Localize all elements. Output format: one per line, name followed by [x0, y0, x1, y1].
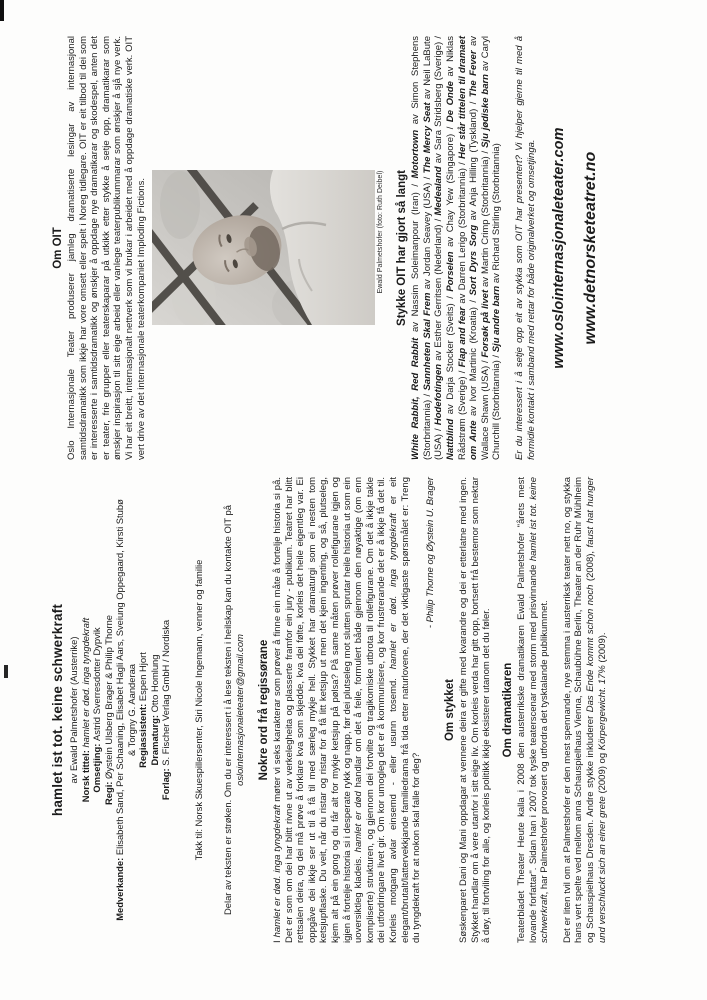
- text-line: Omsetjing: Astrid Sverresdotter Dypvik: [91, 627, 102, 793]
- credits-list: [80, 477, 172, 943]
- text-line: Regiassistent: Espen Hjort: [137, 652, 148, 768]
- thanks-line: Takk til: Norsk Skuespillersenter, Siri Nicole Ingemann, venner og familie: [192, 559, 204, 861]
- play-title: hamlet ist tot. keine schwerkraft: [50, 603, 65, 817]
- about-play-paragraph: Søskenparet Dani og Mani oppdagar at vennene deira er gifte med kvarandre og dei er etterlatne med ingen. Stykket handlar om å vere utanfor i sitt eige liv. Om korleis verda har gitt opp, bortsett frå bestemor som nektar å døy, til fortviling for alle, og korleis politikk ikkje eksisterer utanom det du føler.: [458, 477, 493, 943]
- heading-about-playwright: Om dramatikaren: [502, 662, 514, 758]
- byline: av Ewald Palmetshofer (Austerrike): [68, 636, 79, 784]
- text-line: Delar av teksten er strøken. Om du er interessert i å lese teksten i heilskap kan du kontakte OIT på: [222, 505, 233, 915]
- scan-artifact: [4, 665, 8, 678]
- heading-productions: Stykke OIT har gjort så langt: [396, 170, 409, 326]
- text-line: Medverkande: Elisabeth Sand, Per Schaaning, Elisabet Hagli Aars, Sveiung Oppegaard, Kirsti Stubø: [114, 499, 125, 921]
- photo-caption: Ewald Palmetshofer (foto: Ruth Deibel): [377, 170, 385, 294]
- omitted-text-note: [222, 477, 245, 943]
- playwright-photo: [152, 171, 375, 326]
- text-line: Norsk tittel: hamlet er død. inga tyngdekraft: [79, 617, 91, 803]
- text-line: oslointernasjonaleteater@gmail.com: [233, 634, 245, 786]
- rights-offer-note: Er du interessert i å setje opp eit av stykka som OIT har presentert? Vi hjelper gjerne til med å formidle kontakt i samband med rettar for både originalverket og omsetjinga.: [513, 36, 537, 460]
- about-playwright-paragraph-2: Det er liten tvil om at Palmetshofer er den mest spennande, nye stemma i austerriksk teater nett no, og stykka hans vert spelte ved mellom anna Schauspielhaus Vienna, Schaubühne Berlin, Theater an der Ruhr Mühlheim og Schauspielhaus Dresden. Andre stykke inkluderer Das Ende kommt schon noch (2008), faust hat hunger und verschluckt sich an einer grete (2009) og Körpergewicht. 17% (2009).: [561, 477, 608, 943]
- det-norske-teatret-url: www.detnorsketeatret.no: [582, 151, 600, 345]
- left-column: [50, 477, 608, 943]
- productions-paragraph: White Rabbit, Red Rabbit av Nassim Soleimanpour (Iran) / Motortown av Simon Stephens (Storbritannia) / Sannheten Skal Frem av Jordan Seavey (USA) / The Mercy Seat av Neil LaBute (USA) / Hodefotingen av Esther Gerritsen (Nederland) / Medealand av Sara Stridsberg (Sverige) / Nattblind av Darja Stocker (Sveits) / Porselen av Chay Yew (Singapore) / De Onde av Niklas Rådstrøm (Sverige) / Flap and fear av Darren Lerigo (Storbritannia) / Her står tittelen til dramaet om Ante av Ivor Martinic (Kroatia) / Sort Dyrs Sorg av Anja Hilling (Tyskland) / The Fever av Wallace Shawn (USA) / Forsøk på livet av Martin Crimp (Storbritannia) / Sju jødiske barn av Caryl Churchill (Storbritannia) / Sju andre barn av Richard Stirling (Storbritannia): [410, 35, 503, 460]
- directors-signature: - Philip Thorne og Øystein U. Brager: [423, 477, 435, 629]
- about-oit-paragraph: Oslo Internasjonale Teater produserer jamleg dramatiserte lesingar av internasjonal samtidsdramatikk som ikkje har vore omsett eller spelt i Noreg tidlegare. OIT er eit tilbod til dei som er interesserte i samtidsdramatikk og ønskjer å oppdage nye dramatikarar og skodespel, anten det er teater, frie grupper eller teaterskaparar på utkikk etter stykke å setje opp, dramatikarar som ønskjer inspirasjon til sitt eige arbeid eller vanlege teaterpublikummarar som ønskjer å sjå nye verk. Vi har eit breitt, internasjonalt nettverk som vi brukar i arbeidet med å oppdage dramatiske verk. OIT vert drive av det internasjonale teaterkompaniet Imploding Fictions.: [66, 36, 147, 460]
- text-line: Regi: Øystein Ulsberg Brager & Philip Thorne: [102, 615, 114, 806]
- heading-about-oit: Om OIT: [52, 227, 64, 269]
- text-line: Forlag: S. Fischer Verlag GmbH / Nordiska: [160, 619, 171, 801]
- text-line: Dramaturg: Otto Homlung: [148, 654, 160, 766]
- text-line: & Torgny G. Aanderaa: [125, 663, 137, 757]
- scan-artifact: [0, 0, 4, 21]
- right-column: [52, 36, 600, 460]
- about-playwright-paragraph-1: Teaterbladet Theater Heute kalla i 2008 den austerrikske dramatikaren Ewald Palmetshofer "årets mest lovande forfattar". Sidan han i 2007 tok tyske teaterscenar med storm med prisvinnande hamlet ist tot. keine schwerkraft, har Palmetshofer provosert og utfordra det tysktalande publikummet.: [516, 477, 551, 943]
- directors-note-paragraph: I hamlet er død. inga tyngdekraft møter vi seks karakterar som prøver å finne ein måte å fortelje historia si på. Det er som om dei har blitt rivne ut av verkelegheita og plasserte framfor ein jury - publikum. Teatret har blitt rettsalen deira, og dei må prøve å forklare kva som skjedde, kva dei følte, korleis det heile eigentleg var. Ei oppgåve dei ikkje ser ut til å få til med særleg mykje hell. Stykket har dramaturgi som ei nesten tom ketsjupflaske. Du veit, når du ristar og ristar for å få litt ketsjup ut men det kjem ingenting, og så, plutseleg, kjem alt på ein gong og du får alt for mykje ketsjup på pølsa? På same måten prøver rollefigurane igjen og igjen å fortelje historia si i desperate rykk og napp, før dei plutseleg mot slutten sprutar heile historia ut som ein uoversiktleg kladeis. hamlet er død handlar om det å feile, formulert både gjennom den nøyaktige (om enn kompliserte) strukturen, og gjennom dei fortvilte og tragikomiske utbrota til rollefigurane. Om det å ikkje takle dei utfordringane livet gir. Om kor umogleg det er å kommunisere, og kor frustrerande det er å ikkje få det til. Korleis motgang avlar einsemd - eller usunn tosemd. hamlet er død. inga tyngdekraft er eit elegant/brutalt/lattervekkjande familiedrama frå tida etter naturlovene, der det viktigaste spørsmålet er: Treng du tyngdekraft for at nokon skal falle for deg?: [272, 477, 423, 943]
- heading-directors-note: Nokre ord frå regissørane: [258, 639, 270, 781]
- oit-website-url: www.oslointernasjonaleteater.com: [551, 127, 568, 369]
- heading-about-play: Om stykket: [444, 679, 457, 742]
- playwright-photo-figure: [152, 171, 385, 326]
